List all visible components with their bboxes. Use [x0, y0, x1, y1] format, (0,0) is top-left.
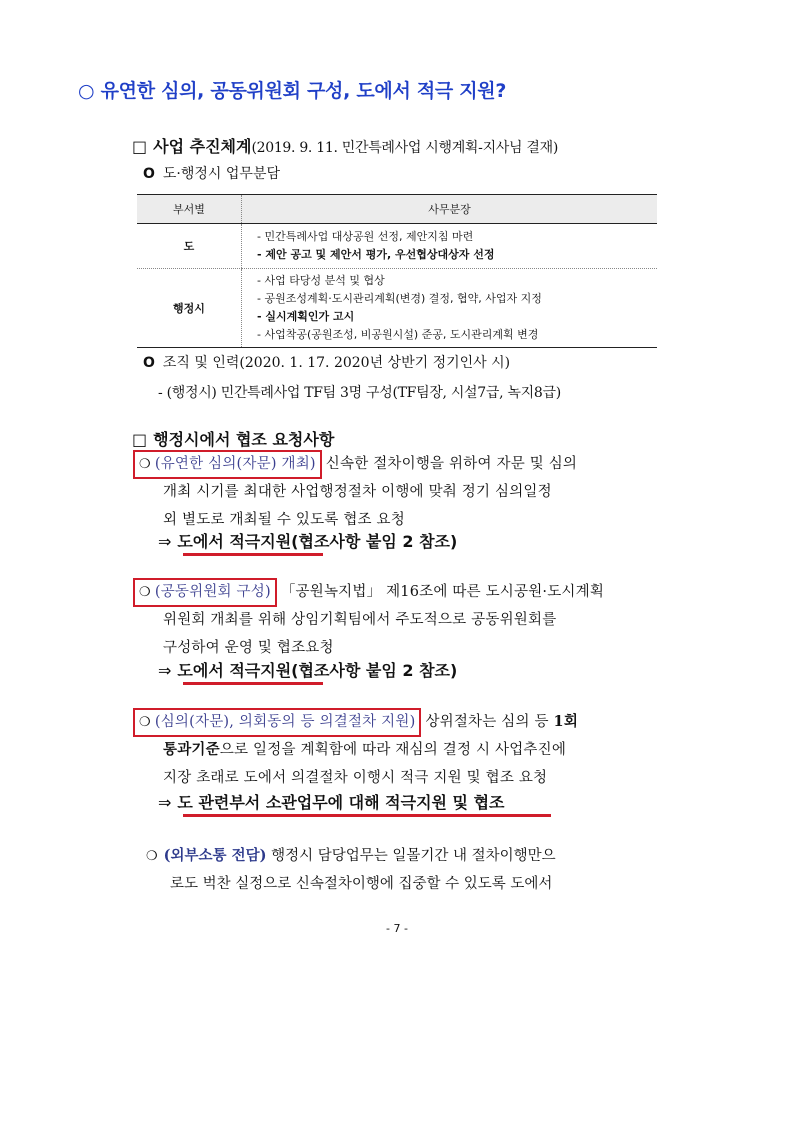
item-text: 위원회 개최를 위해 상임기획팀에서 주도적으로 공동위원회를	[163, 612, 557, 628]
circle-bullet-icon: ❍	[139, 715, 151, 730]
section-heading-text: 행정시에서 협조 요청사항	[153, 430, 335, 449]
table-cell-dept: 도	[137, 224, 242, 269]
duty-table	[137, 194, 657, 348]
duty-item: - 민간특례사업 대상공원 선정, 제안지침 마련	[257, 230, 474, 243]
page-number: - 7 -	[386, 922, 408, 935]
item-text: 구성하여 운영 및 협조요청	[163, 640, 334, 656]
square-bullet-icon: □	[132, 430, 148, 449]
table-cell-duty	[242, 269, 658, 348]
item-text: 으로 일정을 계획함에 따라 재심의 결정 시 사업추진에	[219, 742, 567, 758]
table-cell-dept: 행정시	[137, 269, 242, 348]
duty-item: - 실시계획인가 고시	[257, 310, 355, 323]
item-text: 「공원녹지법」 제16조에 따른 도시공원·도시계획	[280, 584, 605, 600]
table-cell-duty	[242, 224, 658, 269]
bullet-organization	[143, 352, 510, 372]
duty-item: - 공원조성계획·도시관리계획(변경) 결정, 협약, 사업자 지정	[257, 292, 542, 305]
item-label: (공동위원회 구성)	[154, 584, 271, 600]
highlight-box	[133, 450, 322, 479]
square-bullet-icon: □	[132, 137, 148, 156]
bullet-text: 조직 및 인력(2020. 1. 17. 2020년 상반기 정기인사 시)	[162, 355, 511, 371]
implies-arrow-icon: ⇒	[158, 661, 172, 680]
circle-bullet-icon: ❍	[146, 849, 158, 864]
section-heading-structure	[132, 134, 558, 157]
item-label: (유연한 심의(자문) 개최)	[154, 456, 316, 472]
conclusion-rest: (협조사항 붙임 2 참조)	[291, 661, 458, 680]
arrow-conclusion	[158, 529, 457, 552]
section-heading-sub: (2019. 9. 11. 민간특례사업 시행계획-지사님 결재)	[251, 140, 559, 156]
item-text: 외 별도로 개최될 수 있도록 협조 요청	[163, 512, 405, 528]
bullet-text: 도·행정시 업무분담	[162, 166, 280, 182]
item-text: 로도 벅찬 실정으로 신속절차이행에 집중할 수 있도록 도에서	[170, 876, 553, 892]
duty-item: - 사업착공(공원조성, 비공원시설) 준공, 도시관리계획 변경	[257, 328, 539, 341]
conclusion-bold: 도에서 적극지원	[177, 532, 292, 551]
conclusion-bold: 도 관련부서 소관업무에 대해 적극지원 및 협조	[177, 793, 505, 812]
duty-item: - 제안 공고 및 제안서 평가, 우선협상대상자 선정	[257, 248, 495, 261]
circle-bullet-icon: O	[143, 355, 155, 371]
highlight-box	[133, 708, 421, 737]
red-underline	[183, 553, 323, 556]
item-label: (심의(자문), 의회동의 등 의결절차 지원)	[154, 714, 416, 730]
section-heading-text: 사업 추진체계	[153, 137, 252, 156]
page-title: ○ 유연한 심의, 공동위원회 구성, 도에서 적극 지원?	[78, 80, 507, 102]
request-item-external-comms	[146, 842, 686, 898]
table-header-duty: 사무분장	[242, 195, 658, 224]
item-text: 신속한 절차이행을 위하여 자문 및 심의	[325, 456, 578, 472]
circle-bullet-icon: O	[143, 166, 155, 182]
section-heading-requests	[132, 427, 334, 450]
request-item-resolution-support	[139, 708, 669, 792]
item-text: 지장 초래로 도에서 의결절차 이행시 적극 지원 및 협조 요청	[163, 770, 548, 786]
circle-bullet-icon: ❍	[139, 585, 151, 600]
arrow-conclusion	[158, 658, 457, 681]
duty-item: - 사업 타당성 분석 및 협상	[257, 274, 385, 287]
arrow-conclusion	[158, 790, 505, 813]
table-row	[137, 269, 657, 348]
item-text: 개최 시기를 최대한 사업행정절차 이행에 맞춰 정기 심의일정	[163, 484, 552, 500]
circle-bullet-icon: ❍	[139, 457, 151, 472]
highlight-box	[133, 578, 277, 607]
item-text: 상위절차는 심의 등	[425, 714, 554, 730]
request-item-flexible-review	[139, 450, 669, 534]
implies-arrow-icon: ⇒	[158, 793, 172, 812]
red-underline	[183, 682, 323, 685]
red-underline	[183, 814, 551, 817]
request-item-joint-committee	[139, 578, 669, 662]
conclusion-bold: 도에서 적극지원	[177, 661, 292, 680]
table-header-dept: 부서별	[137, 195, 242, 224]
bullet-division-of-duties	[143, 163, 280, 183]
item-text-bold: 1회	[553, 713, 579, 730]
item-label: (외부소통 전담)	[163, 847, 267, 864]
bullet-organization-sub: - (행정시) 민간특례사업 TF팀 3명 구성(TF팀장, 시설7급, 녹지8급)	[158, 385, 561, 401]
conclusion-rest: (협조사항 붙임 2 참조)	[291, 532, 458, 551]
item-text: 행정시 담당업무는 일몰기간 내 절차이행만으	[266, 848, 556, 864]
table-row	[137, 224, 657, 269]
implies-arrow-icon: ⇒	[158, 532, 172, 551]
item-text-bold: 통과기준	[163, 741, 220, 758]
